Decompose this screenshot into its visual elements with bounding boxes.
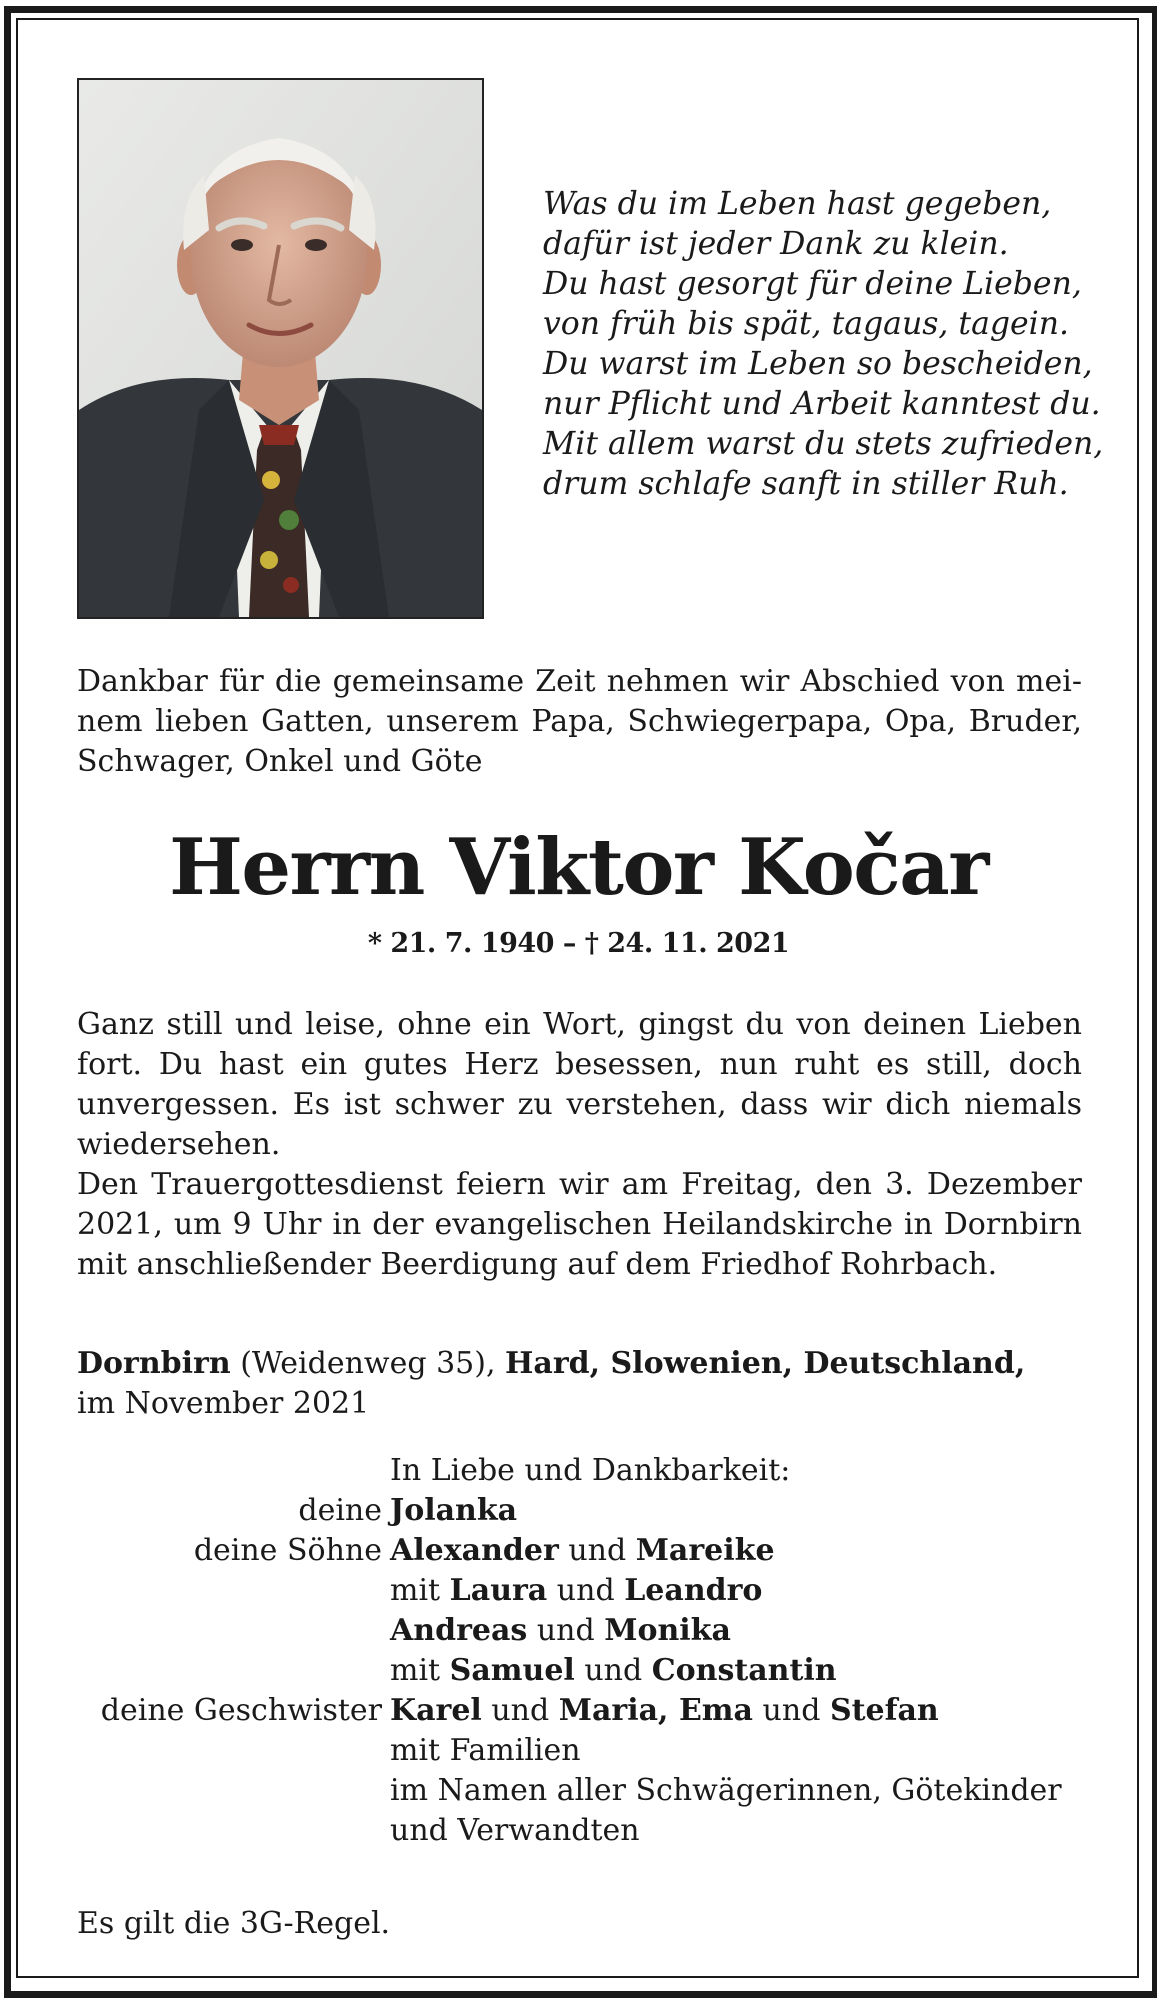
place-others: Hard, Slowenien, Deutschland, — [505, 1346, 1026, 1381]
place-city: Dornbirn — [77, 1346, 231, 1381]
connector: und — [568, 1533, 627, 1568]
mourners-others: im Namen aller Schwägerinnen, Götekinder — [390, 1773, 1062, 1808]
place-and-date — [77, 1344, 1117, 1424]
place-address: (Weidenweg 35), — [240, 1346, 496, 1381]
connector: mit — [390, 1653, 441, 1688]
deceased-name: Herrn Viktor Kočar — [169, 822, 988, 913]
mourner-name: Maria, Ema — [558, 1693, 753, 1728]
intro-line: Schwager, Onkel und Göte — [77, 744, 483, 779]
intro-line: nem lieben Gatten, unserem Papa, Schwiegerpapa, Opa, Bruder, — [77, 704, 1082, 739]
poem-line: Du warst im Leben so bescheiden, — [543, 346, 1093, 382]
connector: und — [762, 1693, 821, 1728]
message-line: mit anschließender Beerdigung auf dem Friedhof Rohrbach. — [77, 1247, 998, 1282]
poem-line: nur Pflicht und Arbeit kanntest du. — [543, 386, 1101, 422]
message-line: 2021, um 9 Uhr in der evangelischen Heilandskirche in Dornbirn — [77, 1207, 1082, 1242]
mourner-name: Andreas — [390, 1613, 528, 1648]
poem-line: Du hast gesorgt für deine Lieben, — [543, 266, 1082, 302]
connector: und — [556, 1573, 615, 1608]
place-date: im November 2021 — [77, 1386, 370, 1421]
mourners-families: mit Familien — [390, 1733, 581, 1768]
mourner-name: Karel — [390, 1693, 482, 1728]
portrait-photo — [77, 78, 484, 619]
connector: und — [491, 1693, 550, 1728]
life-dates: * 21. 7. 1940 – † 24. 11. 2021 — [367, 928, 790, 959]
connector: und — [536, 1613, 595, 1648]
poem-line: Was du im Leben hast gegeben, — [543, 186, 1052, 222]
connector: und — [584, 1653, 643, 1688]
poem-line: von früh bis spät, tagaus, tagein. — [543, 306, 1070, 342]
message-line: Den Trauergottesdienst feiern wir am Freitag, den 3. Dezember — [77, 1167, 1082, 1202]
mourner-label: deine Geschwister — [100, 1693, 382, 1728]
message-line: unvergessen. Es ist schwer zu verstehen, dass wir dich niemals — [77, 1087, 1082, 1122]
mourner-name: Monika — [604, 1613, 731, 1648]
message-paragraph — [77, 1005, 1082, 1285]
closing-note: Es gilt die 3G-Regel. — [77, 1906, 391, 1941]
mourner-name: Leandro — [624, 1573, 763, 1608]
mourners-heading: In Liebe und Dankbarkeit: — [390, 1453, 791, 1488]
memorial-poem — [543, 184, 1103, 504]
message-line: wiedersehen. — [77, 1127, 281, 1162]
mourner-name: Alexander — [390, 1533, 559, 1568]
intro-paragraph — [77, 662, 1082, 782]
mourner-name: Stefan — [829, 1693, 939, 1728]
intro-line: Dankbar für die gemeinsame Zeit nehmen wir Abschied von mei- — [77, 664, 1082, 699]
mourner-label: deine — [298, 1493, 382, 1528]
mourner-name: Constantin — [651, 1653, 837, 1688]
poem-line: dafür ist jeder Dank zu klein. — [543, 226, 1009, 262]
mourner-label: deine Söhne — [193, 1533, 382, 1568]
mourners-others: und Verwandten — [390, 1813, 640, 1848]
connector: mit — [390, 1573, 441, 1608]
message-line: fort. Du hast ein gutes Herz besessen, nun ruht es still, doch — [77, 1047, 1082, 1082]
mourner-name: Laura — [449, 1573, 548, 1608]
poem-line: Mit allem warst du stets zufrieden, — [543, 426, 1104, 462]
mourner-name: Jolanka — [390, 1493, 518, 1528]
mourner-name: Mareike — [635, 1533, 775, 1568]
mourners-list — [77, 1451, 1117, 1851]
poem-line: drum schlafe sanft in stiller Ruh. — [543, 466, 1069, 502]
message-line: Ganz still und leise, ohne ein Wort, gingst du von deinen Lieben — [77, 1007, 1082, 1042]
mourner-name: Samuel — [449, 1653, 575, 1688]
